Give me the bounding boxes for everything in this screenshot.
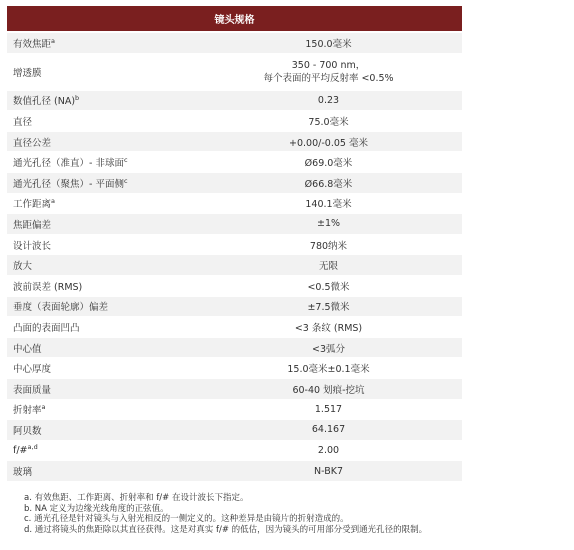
param-cell [7,111,195,132]
value-cell [195,420,462,441]
value-cell [195,234,462,255]
param-cell [7,90,195,111]
param-label: f/# [13,444,28,456]
footnote-marker: c [123,176,128,185]
param-cell [7,172,195,193]
param-value: 1.517 [314,403,343,415]
param-cell [7,317,195,338]
param-value: 75.0毫米 [308,116,349,128]
param-label: 直径公差 [13,137,52,149]
param-label: 通光孔径（聚焦）- 平面侧 [13,178,124,190]
param-value: 140.1毫米 [305,199,352,211]
footnote-marker: a [51,36,55,45]
table-row [7,193,462,214]
table-row [7,172,462,193]
param-label: 表面质量 [13,384,52,396]
value-cell [195,337,462,358]
param-cell [7,255,195,276]
param-value: <3 条纹 (RMS) [294,322,363,334]
param-label: 中心厚度 [13,364,52,376]
table-row [7,111,462,132]
param-label: 焦距偏差 [13,219,52,231]
param-cell [7,420,195,441]
param-cell [7,358,195,379]
table-row [7,420,462,441]
param-value: 2.00 [317,444,340,456]
param-cell [7,214,195,235]
table-row [7,152,462,173]
param-cell [7,275,195,296]
param-label: 波前误差 (RMS) [13,281,83,293]
value-cell [195,275,462,296]
param-cell [7,32,195,53]
value-cell [195,358,462,379]
param-cell [7,461,195,482]
param-label: 工作距离 [13,199,52,211]
table-row [7,461,462,482]
footnote-marker: c [123,156,128,165]
param-value: 15.0毫米±0.1毫米 [287,364,370,376]
table-row [7,90,462,111]
param-label: 垂度（表面轮廓）偏差 [13,302,109,314]
footnote-marker: a,d [27,442,38,451]
param-label: 直径 [13,116,33,128]
footnote-c: c. 通光孔径是针对镜头与入射光相反的一侧定义的。这种差异是由镜片的折射造成的。 [24,514,349,524]
value-cell [195,111,462,132]
footnote-b: b. NA 定义为边缘光线角度的正弦值。 [24,503,169,514]
value-cell [195,193,462,214]
table-row [7,440,462,461]
param-label: 通光孔径（准直）- 非球面 [13,158,124,170]
param-value: 无限 [318,261,338,273]
table-row [7,399,462,420]
param-value: 350 - 700 nm， [291,59,366,71]
param-label: 中心值 [13,343,42,355]
table-row [7,296,462,317]
value-cell [195,172,462,193]
value-cell [195,152,462,173]
table-row [7,317,462,338]
param-cell [7,131,195,152]
lens-spec-table [7,6,462,482]
param-label: 放大 [13,261,33,273]
param-value: 0.23 [317,94,340,106]
param-cell [7,193,195,214]
table-row [7,255,462,276]
param-cell [7,440,195,461]
footnote-marker: b [75,94,80,103]
param-value: +0.00/-0.05 毫米 [289,137,368,149]
footnote-marker: a [51,197,55,206]
param-value: 780纳米 [309,240,348,252]
table-header-row [7,6,462,32]
param-cell [7,337,195,358]
table-row [7,358,462,379]
param-label: 玻璃 [13,467,33,479]
value-cell [195,53,462,90]
table-row [7,131,462,152]
table-body [7,32,462,481]
value-cell [195,32,462,53]
table-row [7,53,462,90]
value-cell [195,131,462,152]
param-value: 150.0毫米 [305,38,352,50]
footnote-a: a. 有效焦距、工作距离、折射率和 f/# 在设计波长下指定。 [24,493,249,503]
param-value: 64.167 [311,424,346,436]
param-label: 凸面的表面凹凸 [13,322,80,334]
param-label: 设计波长 [13,240,52,252]
param-value: 60-40 划痕-挖坑 [292,384,365,396]
table-row [7,275,462,296]
table-title: 镜头规格 [7,6,462,32]
param-value: ±1% [316,218,341,230]
table-row [7,32,462,53]
param-cell [7,234,195,255]
value-cell [195,440,462,461]
param-value: <3弧分 [311,343,345,355]
value-cell [195,90,462,111]
value-cell [195,399,462,420]
value-cell [195,461,462,482]
param-cell [7,399,195,420]
value-cell [195,255,462,276]
param-cell [7,296,195,317]
param-label: 增透膜 [13,67,42,79]
table-row [7,337,462,358]
param-value: Ø66.8毫米 [304,178,353,190]
value-cell [195,378,462,399]
table-row [7,214,462,235]
footnote-d: d. 通过将镜头的焦距除以其直径获得。这是对真实 f/# 的低估，因为镜头的可用部分受到通光孔径的限制。 [24,524,428,535]
param-label: 阿贝数 [13,425,42,437]
value-cell [195,317,462,338]
param-label: 折射率 [13,405,42,417]
param-value: <0.5微米 [307,281,350,293]
value-cell [195,214,462,235]
param-cell [7,53,195,90]
param-value-line2: 每个表面的平均反射率 <0.5% [263,72,394,84]
param-value: N-BK7 [314,465,343,477]
footnotes [24,493,569,535]
param-label: 有效焦距 [13,38,52,50]
value-cell [195,296,462,317]
param-label: 数值孔径 (NA) [13,96,76,108]
param-value: ±7.5微米 [307,302,350,314]
param-value: Ø69.0毫米 [304,158,353,170]
footnote-marker: a [41,403,46,412]
table-row [7,234,462,255]
table-row [7,378,462,399]
param-cell [7,152,195,173]
param-cell [7,378,195,399]
